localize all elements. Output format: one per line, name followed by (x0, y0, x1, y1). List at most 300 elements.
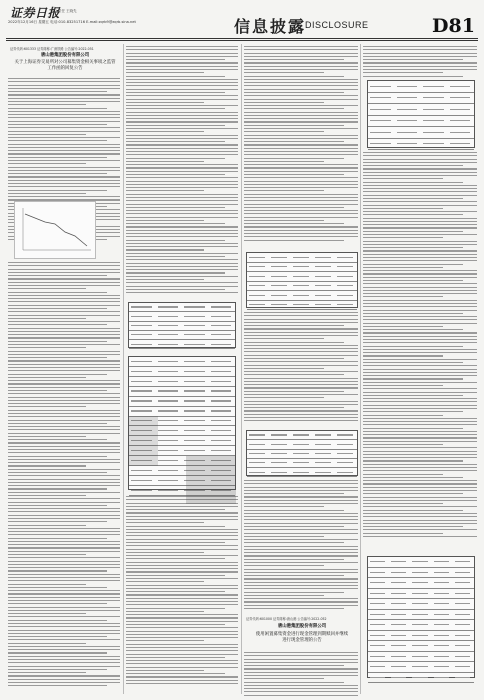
text-line (363, 487, 477, 488)
text-line (244, 351, 358, 352)
text-line (363, 267, 443, 268)
text-line (244, 601, 358, 602)
text-line (244, 688, 358, 689)
text-line (244, 565, 324, 566)
table-cell (158, 334, 179, 335)
table-cell (315, 462, 331, 463)
table-row (368, 589, 474, 600)
text-line (126, 49, 238, 50)
text-line (8, 318, 86, 319)
table-cell (315, 295, 331, 296)
text-line (363, 46, 477, 47)
text-line (126, 667, 238, 668)
table-cell (158, 390, 179, 391)
table-cell (249, 434, 265, 435)
text-line (126, 246, 238, 247)
table-cell (455, 614, 470, 615)
text-line (8, 78, 120, 79)
text-line (8, 515, 120, 516)
text-line (244, 655, 358, 656)
data-table (367, 80, 475, 148)
text-line (363, 208, 443, 209)
body-text (363, 46, 477, 79)
text-line (363, 182, 463, 183)
table-cell (131, 381, 152, 382)
text-line (244, 66, 358, 67)
text-line (126, 578, 238, 579)
data-table (128, 302, 236, 348)
table-cell (434, 603, 449, 604)
text-line (126, 167, 238, 168)
text-line (8, 324, 107, 325)
text-line (363, 62, 477, 63)
text-line (244, 598, 358, 599)
text-line (126, 289, 225, 290)
text-line (244, 539, 358, 540)
table-cell (450, 120, 471, 121)
text-line (363, 349, 477, 350)
text-line (363, 234, 477, 235)
text-line (126, 637, 238, 638)
body-text (8, 262, 120, 689)
text-line (244, 358, 344, 359)
text-line (244, 108, 344, 109)
table-cell (211, 381, 232, 382)
text-line (126, 144, 238, 145)
text-line (244, 53, 358, 54)
text-line (8, 564, 120, 565)
body-text (244, 652, 358, 696)
text-line (8, 301, 120, 302)
table-row (368, 673, 474, 684)
text-line (8, 367, 120, 368)
text-line (363, 434, 477, 435)
table-cell (271, 462, 287, 463)
table-cell (293, 462, 309, 463)
table-cell (293, 434, 309, 435)
table-row (129, 377, 235, 387)
table-cell (337, 285, 353, 286)
text-line (244, 417, 358, 418)
text-line (126, 177, 238, 178)
text-line (244, 141, 344, 142)
table-row (129, 357, 235, 367)
text-line (363, 59, 463, 60)
table-cell (211, 306, 232, 307)
text-line (244, 672, 358, 673)
text-line (363, 339, 477, 340)
table-cell (370, 561, 385, 562)
text-line (244, 158, 344, 159)
text-line (244, 665, 344, 666)
text-line (126, 673, 225, 674)
text-line (8, 265, 120, 266)
text-line (126, 647, 238, 648)
text-line (363, 529, 477, 530)
table-cell (412, 635, 427, 636)
text-line (363, 411, 463, 412)
table-cell (184, 390, 205, 391)
text-line (8, 380, 120, 381)
table-cell (412, 603, 427, 604)
text-line (126, 263, 238, 264)
table-cell (337, 444, 353, 445)
text-line (244, 338, 324, 339)
text-line (363, 470, 477, 471)
text-line (244, 102, 324, 103)
text-line (8, 643, 86, 644)
table-cell (412, 582, 427, 583)
table-cell (370, 656, 385, 657)
table-row (129, 340, 235, 349)
text-line (363, 257, 477, 258)
text-line (244, 506, 324, 507)
text-line (244, 682, 344, 683)
table-cell (423, 132, 444, 133)
table-row (368, 116, 474, 128)
editor-label: 责任 王晓先 (58, 9, 77, 13)
text-line (8, 374, 107, 375)
text-line (363, 244, 477, 245)
text-line (8, 308, 107, 309)
table-cell (397, 86, 418, 87)
table-cell (391, 614, 406, 615)
text-line (126, 614, 238, 615)
table-cell (249, 472, 265, 473)
text-line (126, 601, 238, 602)
table-cell (370, 143, 391, 144)
table-cell (249, 295, 265, 296)
table-row (129, 312, 235, 321)
text-line (244, 678, 324, 679)
table-cell (158, 344, 179, 345)
text-line (126, 562, 238, 563)
body-text (244, 480, 358, 611)
text-line (8, 131, 120, 132)
table-cell (423, 97, 444, 98)
text-line (363, 401, 477, 402)
text-line (126, 519, 238, 520)
text-line (126, 128, 238, 129)
table-cell (211, 344, 232, 345)
text-line (126, 266, 238, 267)
text-line (363, 56, 477, 57)
table-cell (434, 635, 449, 636)
text-line (363, 188, 477, 189)
text-line (126, 164, 238, 165)
text-line (244, 200, 358, 201)
table-cell (184, 440, 205, 441)
text-line (126, 670, 204, 671)
text-line (8, 104, 86, 105)
table-cell (184, 325, 205, 326)
text-line (8, 482, 120, 483)
text-line (363, 523, 477, 524)
table-row (368, 662, 474, 673)
text-line (126, 194, 238, 195)
table-cell (184, 361, 205, 362)
text-line (244, 685, 358, 686)
text-line (8, 85, 120, 86)
table-row (247, 450, 357, 459)
text-line (8, 584, 86, 585)
date-contact-line: 2022年12月16日 星期五 电话:010-83251716 E-mail:zqrb9@zqrb.sina.net (8, 20, 136, 24)
table-cell (370, 635, 385, 636)
body-text (126, 496, 238, 686)
table-cell (131, 361, 152, 362)
table-cell (249, 453, 265, 454)
text-line (8, 472, 107, 473)
text-line (126, 217, 238, 218)
text-line (8, 400, 120, 401)
table-cell (293, 444, 309, 445)
text-line (8, 620, 107, 621)
text-line (8, 492, 120, 493)
text-line (244, 99, 358, 100)
text-line (8, 613, 86, 614)
text-line (244, 62, 358, 63)
text-line (244, 608, 344, 609)
text-line (363, 355, 443, 356)
table-cell (434, 582, 449, 583)
text-line (8, 646, 120, 647)
table-row (247, 301, 357, 311)
text-line (363, 280, 463, 281)
table-cell (271, 304, 287, 305)
table-cell (370, 97, 391, 98)
table-cell (131, 480, 152, 481)
text-line (126, 72, 204, 73)
text-line (126, 46, 238, 47)
text-line (8, 334, 120, 335)
text-line (363, 264, 463, 265)
table-cell (370, 572, 385, 573)
text-line (126, 634, 238, 635)
text-line (8, 121, 120, 122)
text-line (363, 415, 443, 416)
table-cell (211, 410, 232, 411)
text-line (8, 669, 107, 670)
table-cell (131, 334, 152, 335)
text-line (363, 241, 477, 242)
text-line (126, 269, 238, 270)
text-line (8, 278, 120, 279)
text-line (126, 249, 204, 250)
text-line (244, 154, 358, 155)
text-line (126, 220, 204, 221)
table-cell (450, 109, 471, 110)
table-cell (131, 306, 152, 307)
page-number: D81 (432, 15, 475, 37)
text-line (126, 184, 238, 185)
text-line (363, 162, 477, 163)
table-cell (434, 561, 449, 562)
text-line (363, 520, 477, 521)
table-cell (211, 316, 232, 317)
table-cell (131, 410, 152, 411)
text-line (363, 536, 477, 537)
text-line (8, 269, 120, 270)
text-line (8, 502, 120, 503)
table-cell (131, 390, 152, 391)
newspaper-logo: 证券日报 (10, 6, 61, 20)
text-line (244, 240, 344, 241)
text-line (8, 370, 120, 371)
text-line (244, 516, 358, 517)
text-line (126, 131, 204, 132)
text-line (126, 240, 225, 241)
table-cell (158, 420, 179, 421)
table-row (368, 578, 474, 589)
text-line (244, 131, 324, 132)
table-cell (412, 572, 427, 573)
table-cell (158, 361, 179, 362)
text-line (244, 177, 358, 178)
text-line (363, 460, 463, 461)
text-line (244, 549, 358, 550)
table-cell (455, 593, 470, 594)
text-line (363, 306, 477, 307)
text-line (363, 191, 477, 192)
text-line (126, 105, 238, 106)
text-line (244, 151, 358, 152)
text-line (8, 170, 120, 171)
text-line (363, 526, 463, 527)
text-line (244, 490, 358, 491)
table-cell (423, 109, 444, 110)
text-line (363, 319, 477, 320)
table-row (129, 397, 235, 407)
text-line (244, 95, 358, 96)
table-cell (370, 645, 385, 646)
text-line (126, 279, 204, 280)
text-line (244, 217, 358, 218)
table-cell (158, 480, 179, 481)
table-cell (271, 285, 287, 286)
text-line (126, 207, 225, 208)
text-line (244, 691, 358, 692)
column-2 (126, 44, 238, 696)
text-line (8, 567, 120, 568)
text-line (8, 528, 120, 529)
text-line (244, 190, 324, 191)
text-line (244, 500, 358, 501)
table-row (129, 387, 235, 397)
text-line (8, 508, 120, 509)
table-cell (370, 109, 391, 110)
text-line (8, 623, 120, 624)
text-line (126, 272, 225, 273)
table-cell (131, 371, 152, 372)
table-cell (455, 582, 470, 583)
table-cell (391, 572, 406, 573)
text-line (244, 82, 358, 83)
text-line (126, 640, 204, 641)
text-line (244, 56, 358, 57)
text-line (363, 513, 477, 514)
text-line (126, 539, 238, 540)
text-line (244, 387, 358, 388)
text-line (363, 385, 443, 386)
text-line (126, 171, 238, 172)
text-line (363, 326, 443, 327)
announcement-company: 唐山港集团股份有限公司 (40, 53, 90, 58)
text-line (8, 416, 120, 417)
text-line (8, 331, 120, 332)
text-line (244, 695, 358, 696)
text-line (244, 374, 344, 375)
table-cell (249, 266, 265, 267)
text-line (244, 46, 358, 47)
table-cell (158, 316, 179, 317)
text-line (244, 595, 324, 596)
table-row (129, 322, 235, 331)
text-line (363, 287, 477, 288)
text-line (363, 201, 477, 202)
text-line (363, 214, 463, 215)
text-line (363, 313, 463, 314)
text-line (8, 262, 120, 263)
text-line (363, 270, 477, 271)
table-cell (337, 276, 353, 277)
table-cell (131, 325, 152, 326)
text-line (126, 663, 238, 664)
text-line (244, 381, 358, 382)
text-line (244, 407, 344, 408)
text-line (126, 509, 225, 510)
text-line (126, 631, 238, 632)
text-line (8, 91, 107, 92)
table-shaded-block (186, 456, 236, 504)
text-line (363, 237, 443, 238)
table-cell (370, 603, 385, 604)
text-line (244, 49, 358, 50)
table-cell (249, 304, 265, 305)
table-cell (337, 266, 353, 267)
table-cell (158, 400, 179, 401)
text-line (126, 516, 238, 517)
text-line (8, 176, 120, 177)
text-line (244, 121, 358, 122)
text-line (244, 342, 344, 343)
text-line (363, 428, 463, 429)
table-cell (131, 316, 152, 317)
text-line (244, 164, 358, 165)
text-line (8, 183, 120, 184)
table-row (368, 93, 474, 105)
text-line (8, 577, 120, 578)
text-line (126, 535, 238, 536)
text-line (126, 141, 225, 142)
text-line (126, 585, 238, 586)
text-line (8, 459, 120, 460)
text-line (126, 233, 238, 234)
text-line (8, 305, 120, 306)
text-line (244, 85, 358, 86)
text-line (8, 423, 107, 424)
text-line (363, 398, 477, 399)
text-line (126, 522, 204, 523)
text-line (8, 101, 120, 102)
text-line (363, 444, 443, 445)
text-line (244, 161, 324, 162)
text-line (363, 172, 477, 173)
text-line (8, 672, 86, 673)
text-line (126, 568, 238, 569)
text-line (244, 503, 358, 504)
table-cell (391, 666, 406, 667)
table-row (247, 253, 357, 263)
